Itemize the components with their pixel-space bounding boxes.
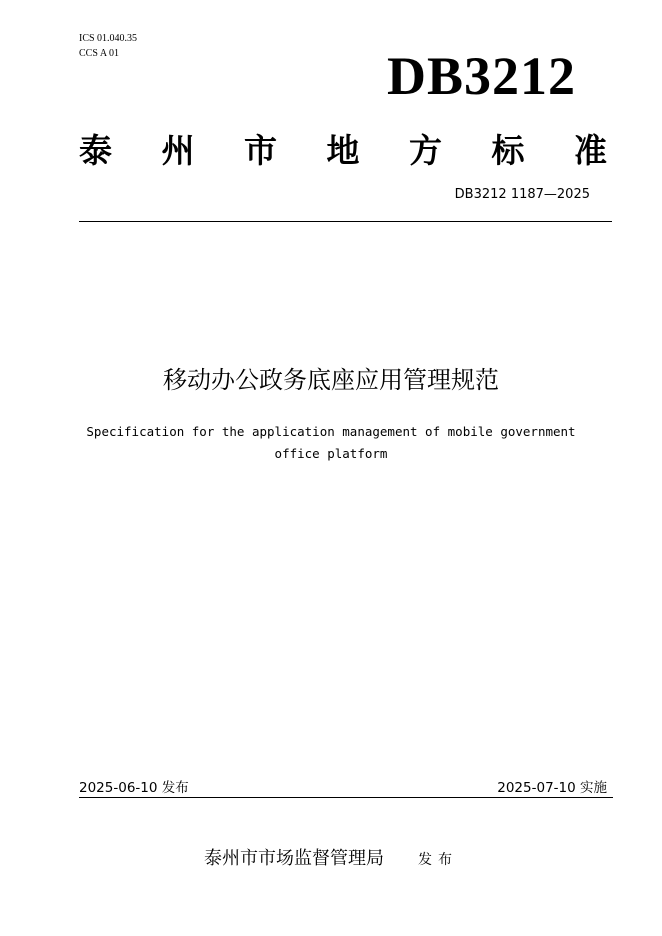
issue-action: 发布 (418, 852, 458, 868)
footer-divider (79, 797, 613, 798)
ics-code: ICS 01.040.35 (79, 33, 138, 44)
standard-type-char: 准 (574, 131, 607, 170)
implement-date: 2025-07-10 实施 (497, 780, 607, 796)
document-title-en (60, 421, 602, 465)
standard-type-char: 市 (244, 131, 277, 170)
standard-type-char: 标 (491, 131, 525, 170)
document-title-zh: 移动办公政务底座应用管理规范 (163, 366, 499, 394)
publish-date: 2025-06-10 发布 (79, 780, 189, 796)
standard-type-char: 州 (161, 131, 195, 170)
standard-type-title (79, 130, 607, 172)
standard-type-char: 地 (326, 131, 360, 170)
standard-type-char: 泰 (79, 131, 112, 170)
header-divider (79, 221, 612, 222)
ccs-code: CCS A 01 (79, 48, 120, 59)
standard-type-char: 方 (409, 131, 442, 170)
issuer-block (0, 846, 662, 873)
document-title-en-line1: Specification for the application management of mobile government (86, 424, 576, 439)
standard-code: DB3212 (386, 46, 576, 106)
document-title-en-line2: office platform (274, 446, 388, 461)
issuer-name: 泰州市市场监督管理局 (204, 848, 384, 869)
standard-number: DB3212 1187—2025 (454, 187, 590, 202)
